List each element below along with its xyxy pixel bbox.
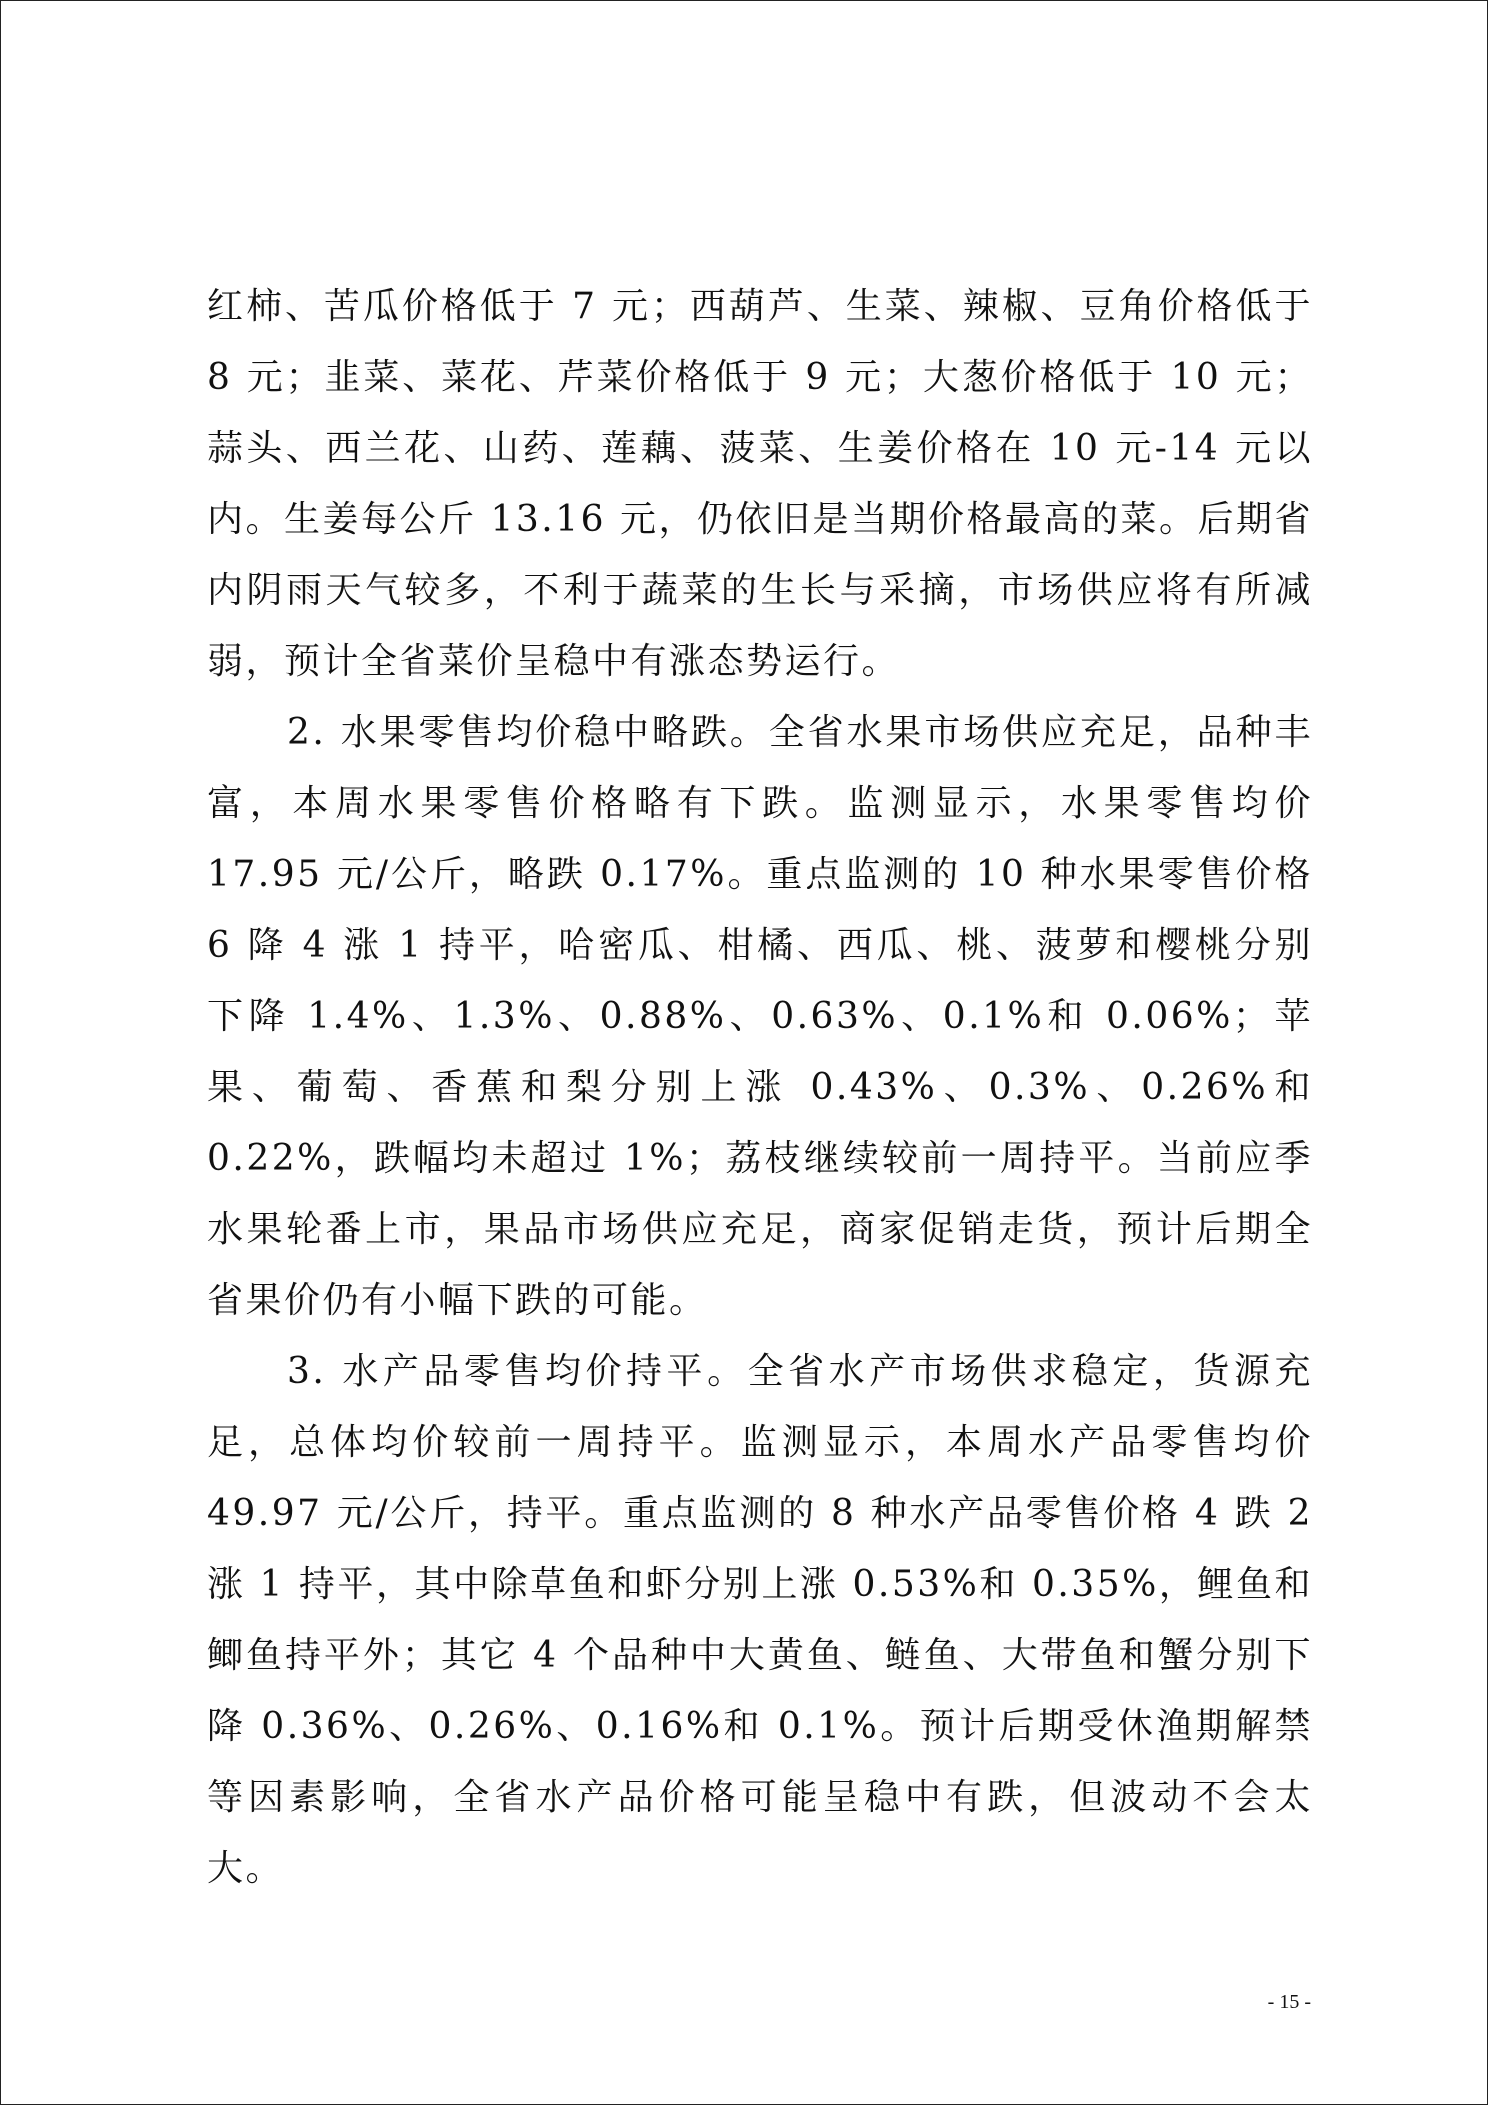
paragraph-aquatic: 3. 水产品零售均价持平。全省水产市场供求稳定，货源充足，总体均价较前一周持平。监测显示，本周水产品零售均价 49.97 元/公斤，持平。重点监测的 8 种水产品零售价格 4 跌 2 涨 1 持平，其中除草鱼和虾分别上涨 0.53%和 0.35%，鲤鱼和鲫鱼持平外；其它 4 个品种中大黄鱼、鲢鱼、大带鱼和蟹分别下降 0.36%、0.26%、0.16%和 0.1%。预计后期受休渔期解禁等因素影响，全省水产品价格可能呈稳中有跌，但波动不会太大。	[207, 1351, 1313, 1889]
paragraph-fruit: 2. 水果零售均价稳中略跌。全省水果市场供应充足，品种丰富，本周水果零售价格略有下跌。监测显示，水果零售均价 17.95 元/公斤，略跌 0.17%。重点监测的 10 种水果零售价格 6 降 4 涨 1 持平，哈密瓜、柑橘、西瓜、桃、菠萝和樱桃分别下降 1.4%、1.3%、0.88%、0.63%、0.1%和 0.06%；苹果、葡萄、香蕉和梨分别上涨 0.43%、0.3%、0.26%和 0.22%，跌幅均未超过 1%；荔枝继续较前一周持平。当前应季水果轮番上市，果品市场供应充足，商家促销走货，预计后期全省果价仍有小幅下跌的可能。	[207, 712, 1313, 1321]
page-number: - 15 -	[1267, 1991, 1311, 2013]
body-text	[207, 271, 1313, 1904]
paragraph-vegetables: 红柿、苦瓜价格低于 7 元；西葫芦、生菜、辣椒、豆角价格低于 8 元；韭菜、菜花、芹菜价格低于 9 元；大葱价格低于 10 元；蒜头、西兰花、山药、莲藕、菠菜、生姜价格在 10 元-14 元以内。生姜每公斤 13.16 元，仍依旧是当期价格最高的菜。后期省内阴雨天气较多，不利于蔬菜的生长与采摘，市场供应将有所减弱，预计全省菜价呈稳中有涨态势运行。	[207, 286, 1313, 682]
